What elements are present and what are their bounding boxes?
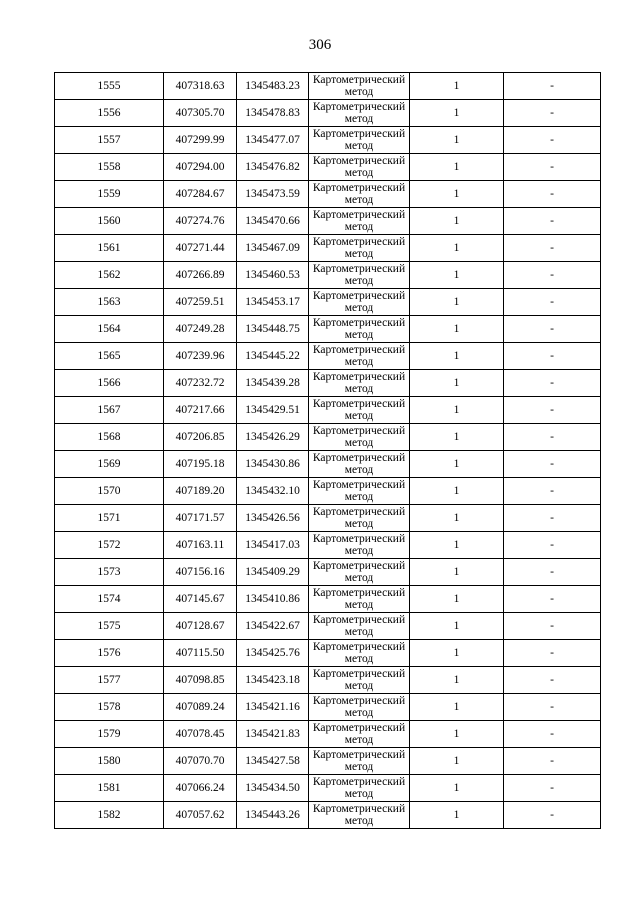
table-row xyxy=(55,208,601,235)
method-line1: Картометрический xyxy=(312,398,406,410)
point-number-cell: 1577 xyxy=(55,667,164,694)
table-body xyxy=(55,73,601,829)
y-coordinate-cell: 1345425.76 xyxy=(237,640,309,667)
point-number-cell: 1574 xyxy=(55,586,164,613)
value-cell: 1 xyxy=(410,181,504,208)
method-cell xyxy=(309,289,410,316)
method-line1: Картометрический xyxy=(312,74,406,86)
method-line2: метод xyxy=(344,437,374,449)
x-coordinate-cell: 407249.28 xyxy=(164,316,237,343)
value-cell: 1 xyxy=(410,451,504,478)
x-coordinate-cell: 407171.57 xyxy=(164,505,237,532)
value-cell: 1 xyxy=(410,100,504,127)
value-cell: 1 xyxy=(410,586,504,613)
point-number-cell: 1563 xyxy=(55,289,164,316)
y-coordinate-cell: 1345423.18 xyxy=(237,667,309,694)
x-coordinate-cell: 407163.11 xyxy=(164,532,237,559)
value-cell: 1 xyxy=(410,370,504,397)
method-line2: метод xyxy=(344,140,374,152)
y-coordinate-cell: 1345417.03 xyxy=(237,532,309,559)
x-coordinate-cell: 407259.51 xyxy=(164,289,237,316)
table-row xyxy=(55,802,601,829)
y-coordinate-cell: 1345473.59 xyxy=(237,181,309,208)
value-cell: 1 xyxy=(410,154,504,181)
table-row xyxy=(55,343,601,370)
table-row xyxy=(55,478,601,505)
y-coordinate-cell: 1345422.67 xyxy=(237,613,309,640)
method-line2: метод xyxy=(344,248,374,260)
method-line1: Картометрический xyxy=(312,101,406,113)
method-line1: Картометрический xyxy=(312,722,406,734)
table-row xyxy=(55,505,601,532)
point-number-cell: 1572 xyxy=(55,532,164,559)
y-coordinate-cell: 1345476.82 xyxy=(237,154,309,181)
value-cell: 1 xyxy=(410,775,504,802)
method-line2: метод xyxy=(344,167,374,179)
value-cell: 1 xyxy=(410,640,504,667)
method-line1: Картометрический xyxy=(312,236,406,248)
value-cell: 1 xyxy=(410,424,504,451)
method-line1: Картометрический xyxy=(312,479,406,491)
method-cell xyxy=(309,73,410,100)
point-number-cell: 1566 xyxy=(55,370,164,397)
method-cell xyxy=(309,586,410,613)
method-cell xyxy=(309,451,410,478)
x-coordinate-cell: 407057.62 xyxy=(164,802,237,829)
value-cell: 1 xyxy=(410,505,504,532)
value-cell: 1 xyxy=(410,559,504,586)
value-cell: 1 xyxy=(410,613,504,640)
point-number-cell: 1560 xyxy=(55,208,164,235)
x-coordinate-cell: 407115.50 xyxy=(164,640,237,667)
method-cell xyxy=(309,775,410,802)
dash-cell: - xyxy=(504,208,601,235)
method-line2: метод xyxy=(344,761,374,773)
method-line2: метод xyxy=(344,464,374,476)
method-cell xyxy=(309,667,410,694)
method-cell xyxy=(309,316,410,343)
table-row xyxy=(55,613,601,640)
method-cell xyxy=(309,613,410,640)
method-cell xyxy=(309,802,410,829)
dash-cell: - xyxy=(504,532,601,559)
value-cell: 1 xyxy=(410,316,504,343)
dash-cell: - xyxy=(504,289,601,316)
dash-cell: - xyxy=(504,478,601,505)
table-row xyxy=(55,775,601,802)
method-line1: Картометрический xyxy=(312,317,406,329)
method-line1: Картометрический xyxy=(312,668,406,680)
point-number-cell: 1555 xyxy=(55,73,164,100)
value-cell: 1 xyxy=(410,397,504,424)
table-row xyxy=(55,424,601,451)
dash-cell: - xyxy=(504,640,601,667)
x-coordinate-cell: 407128.67 xyxy=(164,613,237,640)
point-number-cell: 1565 xyxy=(55,343,164,370)
method-line1: Картометрический xyxy=(312,263,406,275)
dash-cell: - xyxy=(504,235,601,262)
method-line1: Картометрический xyxy=(312,452,406,464)
x-coordinate-cell: 407098.85 xyxy=(164,667,237,694)
method-line2: метод xyxy=(344,86,374,98)
dash-cell: - xyxy=(504,694,601,721)
page-number: 306 xyxy=(308,37,332,53)
method-line2: метод xyxy=(344,302,374,314)
dash-cell: - xyxy=(504,127,601,154)
dash-cell: - xyxy=(504,343,601,370)
dash-cell: - xyxy=(504,316,601,343)
point-number-cell: 1569 xyxy=(55,451,164,478)
table-row xyxy=(55,181,601,208)
value-cell: 1 xyxy=(410,532,504,559)
method-line1: Картометрический xyxy=(312,587,406,599)
dash-cell: - xyxy=(504,505,601,532)
y-coordinate-cell: 1345410.86 xyxy=(237,586,309,613)
value-cell: 1 xyxy=(410,802,504,829)
point-number-cell: 1562 xyxy=(55,262,164,289)
y-coordinate-cell: 1345421.83 xyxy=(237,721,309,748)
value-cell: 1 xyxy=(410,694,504,721)
point-number-cell: 1578 xyxy=(55,694,164,721)
point-number-cell: 1561 xyxy=(55,235,164,262)
x-coordinate-cell: 407070.70 xyxy=(164,748,237,775)
method-line1: Картометрический xyxy=(312,803,406,815)
point-number-cell: 1573 xyxy=(55,559,164,586)
point-number-cell: 1568 xyxy=(55,424,164,451)
method-line2: метод xyxy=(344,626,374,638)
method-line2: метод xyxy=(344,194,374,206)
point-number-cell: 1570 xyxy=(55,478,164,505)
point-number-cell: 1567 xyxy=(55,397,164,424)
method-cell xyxy=(309,154,410,181)
method-cell xyxy=(309,100,410,127)
point-number-cell: 1558 xyxy=(55,154,164,181)
point-number-cell: 1581 xyxy=(55,775,164,802)
x-coordinate-cell: 407284.67 xyxy=(164,181,237,208)
value-cell: 1 xyxy=(410,73,504,100)
y-coordinate-cell: 1345443.26 xyxy=(237,802,309,829)
method-line2: метод xyxy=(344,410,374,422)
method-line2: метод xyxy=(344,221,374,233)
y-coordinate-cell: 1345467.09 xyxy=(237,235,309,262)
dash-cell: - xyxy=(504,613,601,640)
value-cell: 1 xyxy=(410,478,504,505)
value-cell: 1 xyxy=(410,667,504,694)
x-coordinate-cell: 407195.18 xyxy=(164,451,237,478)
method-line2: метод xyxy=(344,383,374,395)
point-number-cell: 1571 xyxy=(55,505,164,532)
x-coordinate-cell: 407271.44 xyxy=(164,235,237,262)
method-line2: метод xyxy=(344,113,374,125)
table-row xyxy=(55,748,601,775)
y-coordinate-cell: 1345432.10 xyxy=(237,478,309,505)
table-row xyxy=(55,316,601,343)
dash-cell: - xyxy=(504,559,601,586)
x-coordinate-cell: 407156.16 xyxy=(164,559,237,586)
table-row xyxy=(55,370,601,397)
method-cell xyxy=(309,181,410,208)
dash-cell: - xyxy=(504,100,601,127)
value-cell: 1 xyxy=(410,262,504,289)
value-cell: 1 xyxy=(410,721,504,748)
method-line2: метод xyxy=(344,788,374,800)
method-line2: метод xyxy=(344,572,374,584)
table-row xyxy=(55,127,601,154)
method-line2: метод xyxy=(344,491,374,503)
method-cell xyxy=(309,694,410,721)
dash-cell: - xyxy=(504,775,601,802)
y-coordinate-cell: 1345430.86 xyxy=(237,451,309,478)
x-coordinate-cell: 407078.45 xyxy=(164,721,237,748)
method-line2: метод xyxy=(344,275,374,287)
method-cell xyxy=(309,721,410,748)
table-row xyxy=(55,451,601,478)
method-line2: метод xyxy=(344,815,374,827)
method-cell xyxy=(309,370,410,397)
method-cell xyxy=(309,262,410,289)
value-cell: 1 xyxy=(410,289,504,316)
dash-cell: - xyxy=(504,748,601,775)
table-row xyxy=(55,154,601,181)
point-number-cell: 1557 xyxy=(55,127,164,154)
method-line2: метод xyxy=(344,653,374,665)
x-coordinate-cell: 407239.96 xyxy=(164,343,237,370)
method-line2: метод xyxy=(344,680,374,692)
method-cell xyxy=(309,235,410,262)
method-line1: Картометрический xyxy=(312,128,406,140)
x-coordinate-cell: 407206.85 xyxy=(164,424,237,451)
point-number-cell: 1579 xyxy=(55,721,164,748)
dash-cell: - xyxy=(504,73,601,100)
method-line1: Картометрический xyxy=(312,182,406,194)
dash-cell: - xyxy=(504,424,601,451)
x-coordinate-cell: 407089.24 xyxy=(164,694,237,721)
dash-cell: - xyxy=(504,667,601,694)
dash-cell: - xyxy=(504,397,601,424)
table-row xyxy=(55,559,601,586)
dash-cell: - xyxy=(504,721,601,748)
point-number-cell: 1575 xyxy=(55,613,164,640)
value-cell: 1 xyxy=(410,208,504,235)
method-line1: Картометрический xyxy=(312,749,406,761)
y-coordinate-cell: 1345409.29 xyxy=(237,559,309,586)
table-row xyxy=(55,694,601,721)
y-coordinate-cell: 1345434.50 xyxy=(237,775,309,802)
y-coordinate-cell: 1345470.66 xyxy=(237,208,309,235)
method-line1: Картометрический xyxy=(312,425,406,437)
point-number-cell: 1580 xyxy=(55,748,164,775)
method-line2: метод xyxy=(344,545,374,557)
y-coordinate-cell: 1345453.17 xyxy=(237,289,309,316)
method-line2: метод xyxy=(344,734,374,746)
x-coordinate-cell: 407305.70 xyxy=(164,100,237,127)
method-cell xyxy=(309,343,410,370)
dash-cell: - xyxy=(504,370,601,397)
method-line2: метод xyxy=(344,707,374,719)
table-row xyxy=(55,100,601,127)
x-coordinate-cell: 407145.67 xyxy=(164,586,237,613)
method-cell xyxy=(309,397,410,424)
x-coordinate-cell: 407189.20 xyxy=(164,478,237,505)
table-row xyxy=(55,640,601,667)
point-number-cell: 1559 xyxy=(55,181,164,208)
method-cell xyxy=(309,424,410,451)
method-line1: Картометрический xyxy=(312,155,406,167)
method-cell xyxy=(309,640,410,667)
y-coordinate-cell: 1345478.83 xyxy=(237,100,309,127)
y-coordinate-cell: 1345421.16 xyxy=(237,694,309,721)
method-line1: Картометрический xyxy=(312,614,406,626)
table-row xyxy=(55,289,601,316)
dash-cell: - xyxy=(504,802,601,829)
method-cell xyxy=(309,748,410,775)
table-row xyxy=(55,721,601,748)
point-number-cell: 1576 xyxy=(55,640,164,667)
dash-cell: - xyxy=(504,154,601,181)
point-number-cell: 1582 xyxy=(55,802,164,829)
table-row xyxy=(55,73,601,100)
method-cell xyxy=(309,208,410,235)
method-line1: Картометрический xyxy=(312,776,406,788)
method-line1: Картометрический xyxy=(312,290,406,302)
dash-cell: - xyxy=(504,262,601,289)
method-line2: метод xyxy=(344,329,374,341)
value-cell: 1 xyxy=(410,343,504,370)
method-line1: Картометрический xyxy=(312,695,406,707)
method-line1: Картометрический xyxy=(312,209,406,221)
table-row xyxy=(55,397,601,424)
dash-cell: - xyxy=(504,451,601,478)
value-cell: 1 xyxy=(410,235,504,262)
method-line1: Картометрический xyxy=(312,344,406,356)
table-row xyxy=(55,586,601,613)
method-line1: Картометрический xyxy=(312,560,406,572)
x-coordinate-cell: 407318.63 xyxy=(164,73,237,100)
y-coordinate-cell: 1345439.28 xyxy=(237,370,309,397)
method-line1: Картометрический xyxy=(312,533,406,545)
method-cell xyxy=(309,505,410,532)
method-cell xyxy=(309,559,410,586)
x-coordinate-cell: 407066.24 xyxy=(164,775,237,802)
value-cell: 1 xyxy=(410,748,504,775)
y-coordinate-cell: 1345477.07 xyxy=(237,127,309,154)
y-coordinate-cell: 1345445.22 xyxy=(237,343,309,370)
point-number-cell: 1556 xyxy=(55,100,164,127)
x-coordinate-cell: 407266.89 xyxy=(164,262,237,289)
dash-cell: - xyxy=(504,586,601,613)
x-coordinate-cell: 407274.76 xyxy=(164,208,237,235)
method-line1: Картометрический xyxy=(312,506,406,518)
table-row xyxy=(55,235,601,262)
point-number-cell: 1564 xyxy=(55,316,164,343)
y-coordinate-cell: 1345448.75 xyxy=(237,316,309,343)
x-coordinate-cell: 407232.72 xyxy=(164,370,237,397)
method-cell xyxy=(309,532,410,559)
value-cell: 1 xyxy=(410,127,504,154)
table-row xyxy=(55,262,601,289)
coordinates-table xyxy=(54,72,601,829)
y-coordinate-cell: 1345426.29 xyxy=(237,424,309,451)
method-line2: метод xyxy=(344,356,374,368)
method-cell xyxy=(309,478,410,505)
method-line2: метод xyxy=(344,599,374,611)
table-row xyxy=(55,667,601,694)
dash-cell: - xyxy=(504,181,601,208)
x-coordinate-cell: 407217.66 xyxy=(164,397,237,424)
x-coordinate-cell: 407294.00 xyxy=(164,154,237,181)
y-coordinate-cell: 1345427.58 xyxy=(237,748,309,775)
y-coordinate-cell: 1345429.51 xyxy=(237,397,309,424)
y-coordinate-cell: 1345460.53 xyxy=(237,262,309,289)
y-coordinate-cell: 1345483.23 xyxy=(237,73,309,100)
method-line2: метод xyxy=(344,518,374,530)
table-row xyxy=(55,532,601,559)
x-coordinate-cell: 407299.99 xyxy=(164,127,237,154)
method-line1: Картометрический xyxy=(312,371,406,383)
method-cell xyxy=(309,127,410,154)
method-line1: Картометрический xyxy=(312,641,406,653)
y-coordinate-cell: 1345426.56 xyxy=(237,505,309,532)
